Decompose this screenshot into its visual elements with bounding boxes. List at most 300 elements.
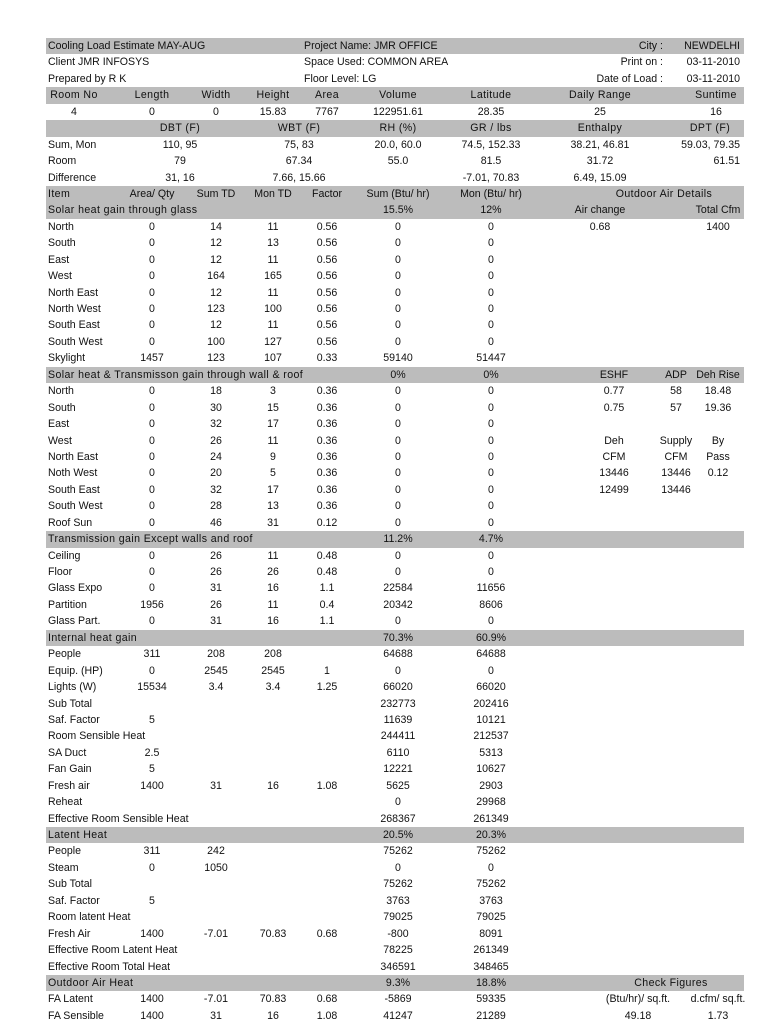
- room-col-value: 4: [71, 105, 77, 118]
- item-value: 11: [267, 286, 279, 299]
- item-value: 0.68: [316, 927, 338, 940]
- item-value: 0: [395, 615, 401, 628]
- load-date-label: Date of Load :: [596, 72, 663, 85]
- item-value: 75262: [383, 878, 413, 891]
- item-value: 0.33: [316, 352, 338, 365]
- item-value: 0: [488, 467, 494, 480]
- item-label: South East: [48, 319, 100, 332]
- room-col-value: 16: [710, 105, 722, 118]
- item-value: 29968: [476, 796, 506, 809]
- item-value: 8606: [479, 598, 503, 611]
- item-value: 10627: [476, 763, 506, 776]
- item-value: -7.01: [203, 993, 229, 1006]
- item-value: 0: [488, 664, 494, 677]
- item-value: 0.56: [316, 319, 338, 332]
- item-row: [46, 597, 744, 613]
- item-value: 24: [210, 450, 222, 463]
- item-label: Fresh air: [48, 779, 90, 792]
- item-value: 0.36: [316, 434, 338, 447]
- item-value: 0: [149, 582, 155, 595]
- item-value: 0: [395, 253, 401, 266]
- item-value: 0: [149, 615, 155, 628]
- item-value: 3.4: [265, 681, 281, 694]
- item-row: [46, 942, 744, 958]
- section-mon-percent: 12%: [480, 204, 502, 217]
- item-label: North East: [48, 450, 99, 463]
- check-figure-value: (Btu/hr)/ sq.ft.: [605, 993, 671, 1006]
- item-value: 70.83: [259, 927, 287, 940]
- total-cfm-header: Total Cfm: [695, 204, 741, 217]
- gr-value: 81.5: [480, 155, 502, 168]
- total-cfm-value: 1400: [706, 220, 730, 233]
- item-value: 0: [488, 516, 494, 529]
- item-value: 0.56: [316, 335, 338, 348]
- outdoor-air-header: Outdoor Air Details: [615, 187, 713, 200]
- item-value: 0: [395, 500, 401, 513]
- item-value: 1956: [140, 598, 164, 611]
- item-value: 0.36: [316, 500, 338, 513]
- item-value: 16: [267, 615, 279, 628]
- item-label: Ceiling: [48, 549, 81, 562]
- item-row: [46, 876, 744, 892]
- item-value: 70.83: [259, 993, 287, 1006]
- item-value: 15: [267, 401, 279, 414]
- item-value: 3763: [386, 894, 410, 907]
- item-value: 346591: [380, 960, 416, 973]
- item-value: 123: [207, 352, 225, 365]
- item-value: 11: [267, 253, 279, 266]
- item-label: FA Sensible: [48, 1009, 104, 1022]
- item-value: 0: [149, 450, 155, 463]
- item-row: [46, 613, 744, 629]
- enthalpy-value: 6.49, 15.09: [573, 171, 627, 184]
- item-value: 1: [324, 664, 330, 677]
- item-value: 100: [264, 303, 282, 315]
- room-col-header: Room No: [50, 89, 98, 102]
- item-label: Equip. (HP): [48, 664, 103, 677]
- area-col-header: Area/ Qty: [129, 187, 175, 200]
- item-value: -800: [387, 927, 409, 940]
- side-value: 0.77: [603, 385, 625, 398]
- item-value: 0: [149, 418, 155, 431]
- dbt-value: 79: [174, 155, 186, 168]
- item-value: 0.48: [316, 566, 338, 578]
- item-value: 11: [267, 598, 279, 611]
- item-value: 0: [149, 385, 155, 398]
- item-value: 0.56: [316, 253, 338, 266]
- item-value: 0.48: [316, 549, 338, 562]
- item-row: [46, 252, 744, 268]
- item-value: 0: [149, 253, 155, 266]
- item-label: SA Duct: [48, 746, 87, 759]
- item-value: 0: [149, 500, 155, 513]
- section-title: Transmission gain Except walls and roof: [48, 533, 253, 546]
- item-value: 123: [207, 303, 225, 315]
- item-value: 311: [143, 845, 161, 858]
- section-title: Internal heat gain: [48, 631, 138, 644]
- item-value: 0: [149, 220, 155, 233]
- check-figures-title: Check Figures: [634, 976, 708, 989]
- item-row: [46, 909, 744, 925]
- item-value: 0: [395, 303, 401, 315]
- item-value: 0: [395, 385, 401, 398]
- item-value: 212537: [473, 730, 509, 743]
- item-value: 13: [267, 500, 279, 513]
- item-value: 0: [395, 549, 401, 562]
- load-date: 03-11-2010: [686, 72, 740, 85]
- item-label: South West: [48, 500, 103, 513]
- section-solar-glass: [46, 202, 744, 218]
- item-value: 5: [149, 894, 155, 907]
- item-value: 0: [149, 483, 155, 496]
- item-row: [46, 663, 744, 679]
- item-value: 2.5: [144, 746, 160, 759]
- item-row: [46, 548, 744, 564]
- item-label: Glass Part.: [48, 615, 101, 628]
- item-label: North East: [48, 286, 99, 299]
- mon-td-col-header: Mon TD: [254, 187, 292, 200]
- item-value: 0: [488, 450, 494, 463]
- side-value: CFM: [602, 450, 626, 463]
- wbt-value: 67.34: [285, 155, 313, 168]
- condition-col-header: DBT (F): [159, 122, 201, 135]
- item-value: 3763: [479, 894, 503, 907]
- item-value: 0.56: [316, 270, 338, 283]
- side-value: Deh: [604, 434, 624, 447]
- client-name: Client JMR INFOSYS: [48, 56, 150, 69]
- item-value: 261349: [473, 944, 509, 957]
- item-label: Roof Sun: [48, 516, 93, 529]
- item-value: 261349: [473, 812, 509, 825]
- room-col-header: Volume: [379, 89, 417, 102]
- condition-label: Sum, Mon: [48, 138, 97, 151]
- item-value: 18: [210, 385, 222, 398]
- city-label: City :: [638, 40, 663, 52]
- item-value: 0: [395, 861, 401, 874]
- condition-col-header: WBT (F): [277, 122, 321, 135]
- conditions-row: [46, 170, 744, 186]
- section-sum-percent: 20.5%: [382, 829, 414, 841]
- item-value: 0: [488, 286, 494, 299]
- enthalpy-value: 31.72: [586, 155, 614, 168]
- item-label: Effective Room Latent Heat: [48, 944, 178, 957]
- item-row: [46, 959, 744, 975]
- item-value: 75262: [476, 845, 506, 858]
- item-label: Room latent Heat: [48, 911, 131, 924]
- item-value: 0: [488, 418, 494, 431]
- item-value: 164: [207, 270, 225, 283]
- item-value: 12: [210, 253, 222, 266]
- item-row: [46, 482, 744, 498]
- item-label: Glass Expo: [48, 582, 103, 595]
- item-row: [46, 991, 744, 1007]
- sum-btu-col-header: Sum (Btu/ hr): [366, 187, 430, 200]
- item-value: 26: [210, 549, 222, 562]
- item-value: 0: [488, 549, 494, 562]
- item-value: 0: [488, 335, 494, 348]
- side-value: 12499: [599, 483, 629, 496]
- item-value: 0: [488, 566, 494, 578]
- item-value: 0: [149, 861, 155, 874]
- item-value: 0: [149, 549, 155, 562]
- side-value: Pass: [706, 450, 730, 463]
- item-row: [46, 400, 744, 416]
- item-row: [46, 1008, 744, 1024]
- section-sum-percent: 15.5%: [382, 204, 414, 217]
- dbt-value: 31, 16: [165, 171, 195, 184]
- item-value: 0: [488, 237, 494, 250]
- item-value: 13: [267, 237, 279, 250]
- item-value: 0: [395, 220, 401, 233]
- room-col-value: 0: [149, 105, 155, 118]
- item-value: 0: [395, 270, 401, 283]
- item-row: [46, 465, 744, 481]
- item-value: 75262: [476, 878, 506, 891]
- item-value: 11656: [476, 582, 506, 595]
- item-label: East: [48, 253, 70, 266]
- item-value: 11: [267, 220, 279, 233]
- item-row: [46, 926, 744, 942]
- item-value: 0: [395, 566, 401, 578]
- item-value: 202416: [473, 697, 509, 710]
- item-value: 1400: [140, 993, 164, 1006]
- conditions-row: [46, 153, 744, 169]
- print-label: Print on :: [620, 56, 663, 69]
- section-latent-heat: [46, 827, 744, 843]
- item-row: [46, 268, 744, 284]
- item-value: 59140: [383, 352, 413, 365]
- item-value: 1.1: [319, 582, 335, 595]
- item-value: 0.36: [316, 418, 338, 431]
- item-value: 0: [149, 434, 155, 447]
- item-value: 59335: [476, 993, 506, 1006]
- item-value: 1457: [140, 352, 164, 365]
- item-value: -5869: [384, 993, 412, 1006]
- item-value: 51447: [476, 352, 506, 365]
- item-row: [46, 564, 744, 580]
- item-row: [46, 580, 744, 596]
- item-value: 0: [149, 664, 155, 677]
- section-solar-wall: [46, 367, 744, 383]
- side-value: 0.12: [707, 467, 729, 480]
- item-label: West: [48, 434, 72, 447]
- sum-td-col-header: Sum TD: [196, 187, 236, 200]
- section-sum-percent: 70.3%: [382, 631, 414, 644]
- side-value: 19.36: [704, 401, 732, 414]
- item-value: 16: [267, 582, 279, 595]
- item-value: 11: [267, 319, 279, 332]
- item-value: 5313: [479, 746, 503, 759]
- item-value: 11: [267, 549, 279, 562]
- item-value: 0: [488, 385, 494, 398]
- item-label: Reheat: [48, 796, 83, 809]
- item-value: 31: [210, 615, 222, 628]
- item-value: 100: [207, 335, 225, 348]
- item-value: 78225: [383, 944, 413, 957]
- item-value: 2903: [479, 779, 503, 792]
- section-mon-percent: 60.9%: [475, 631, 507, 644]
- adp-header: ADP: [665, 368, 687, 381]
- condition-col-header: GR / lbs: [470, 122, 512, 135]
- rh-value: 20.0, 60.0: [374, 138, 422, 151]
- item-value: 66020: [476, 681, 506, 694]
- room-col-header: Suntime: [695, 89, 737, 102]
- header-row-title: [46, 38, 744, 54]
- item-value: 0: [488, 220, 494, 233]
- room-col-value: 122951.61: [372, 105, 424, 118]
- item-value: 0: [395, 434, 401, 447]
- item-row: [46, 449, 744, 465]
- item-label: North: [48, 385, 74, 398]
- check-figure-value: d.cfm/ sq.ft.: [690, 993, 746, 1006]
- item-row: [46, 712, 744, 728]
- side-value: 18.48: [704, 385, 732, 398]
- item-value: 0: [149, 286, 155, 299]
- item-value: 2545: [261, 664, 285, 677]
- item-value: 17: [267, 418, 279, 431]
- room-col-value: 28.35: [477, 105, 505, 118]
- prepared-by: Prepared by R K: [48, 72, 127, 85]
- item-row: [46, 301, 744, 317]
- header-row-client: [46, 54, 744, 70]
- check-figure-value: 1.73: [707, 1009, 729, 1022]
- item-value: 0: [395, 483, 401, 496]
- floor-level: Floor Level: LG: [304, 72, 377, 85]
- section-mon-percent: 18.8%: [475, 976, 507, 989]
- item-value: 0.68: [316, 993, 338, 1006]
- item-value: 32: [210, 418, 222, 431]
- item-value: 0.56: [316, 303, 338, 315]
- item-label: Noth West: [48, 467, 98, 480]
- room-col-header: Length: [134, 89, 170, 102]
- item-value: 12: [210, 319, 222, 332]
- mon-btu-col-header: Mon (Btu/ hr): [460, 187, 522, 200]
- item-value: 0.36: [316, 385, 338, 398]
- item-value: 20: [210, 467, 222, 480]
- item-label: West: [48, 270, 72, 283]
- item-label: Room Sensible Heat: [48, 730, 146, 743]
- item-row: [46, 794, 744, 810]
- item-value: 0: [488, 401, 494, 414]
- item-value: 0: [149, 467, 155, 480]
- item-value: 11639: [383, 713, 413, 726]
- section-title: Solar heat gain through glass: [48, 204, 198, 217]
- item-value: 1400: [140, 779, 164, 792]
- room-col-value: 15.83: [259, 105, 287, 118]
- item-label: Floor: [48, 566, 73, 578]
- item-value: 64688: [383, 648, 413, 661]
- item-value: 0: [395, 319, 401, 332]
- item-value: 0: [488, 483, 494, 496]
- item-value: 0: [149, 566, 155, 578]
- item-value: 31: [210, 1009, 222, 1022]
- item-row: [46, 235, 744, 251]
- item-value: 1400: [140, 927, 164, 940]
- item-value: 79025: [476, 911, 506, 924]
- item-value: 64688: [476, 648, 506, 661]
- section-title: Latent Heat: [48, 829, 108, 841]
- item-label: Partition: [48, 598, 87, 611]
- air-change-value: 0.68: [589, 220, 611, 233]
- item-value: 5625: [386, 779, 410, 792]
- item-label: North: [48, 220, 74, 233]
- item-value: 0: [395, 335, 401, 348]
- item-value: 0.56: [316, 286, 338, 299]
- item-value: 0.56: [316, 237, 338, 250]
- item-value: 26: [267, 566, 279, 578]
- item-value: 16: [267, 1009, 279, 1022]
- item-value: 10121: [476, 713, 506, 726]
- room-col-value: 0: [213, 105, 219, 118]
- item-row: [46, 219, 744, 235]
- item-value: 268367: [380, 812, 416, 825]
- item-value: 26: [210, 566, 222, 578]
- item-value: 22584: [383, 582, 413, 595]
- item-row: [46, 679, 744, 695]
- item-value: 14: [210, 220, 222, 233]
- wbt-value: 7.66, 15.66: [272, 171, 326, 184]
- item-value: 30: [210, 401, 222, 414]
- item-row: [46, 416, 744, 432]
- item-value: 311: [143, 648, 161, 661]
- condition-col-header: Enthalpy: [577, 122, 623, 135]
- item-row: [46, 433, 744, 449]
- enthalpy-value: 38.21, 46.81: [570, 138, 630, 151]
- item-value: 0: [488, 615, 494, 628]
- item-value: 5: [270, 467, 276, 480]
- condition-label: Difference: [48, 171, 97, 184]
- item-value: 12: [210, 286, 222, 299]
- item-value: 208: [264, 648, 282, 661]
- item-row: [46, 761, 744, 777]
- item-label: Effective Room Total Heat: [48, 960, 171, 973]
- item-value: 0: [149, 270, 155, 283]
- item-value: 12221: [383, 763, 413, 776]
- item-label: Lights (W): [48, 681, 97, 694]
- item-value: 16: [267, 779, 279, 792]
- item-row: [46, 778, 744, 794]
- dbt-value: 110, 95: [162, 138, 198, 151]
- item-row: [46, 696, 744, 712]
- item-value: 26: [210, 598, 222, 611]
- item-value: 0: [488, 500, 494, 513]
- item-value: 348465: [473, 960, 509, 973]
- item-value: 75262: [383, 845, 413, 858]
- item-value: 31: [267, 516, 279, 529]
- item-value: 0: [149, 319, 155, 332]
- item-value: 165: [264, 270, 282, 283]
- eshf-header: ESHF: [599, 368, 629, 381]
- item-row: [46, 843, 744, 859]
- item-value: 0.4: [319, 598, 335, 611]
- item-value: 0: [149, 303, 155, 315]
- item-value: 0: [395, 516, 401, 529]
- item-label: South: [48, 237, 76, 250]
- item-value: 21289: [476, 1009, 506, 1022]
- item-value: 1.25: [316, 681, 338, 694]
- item-row: [46, 515, 744, 531]
- item-value: 0: [395, 796, 401, 809]
- side-value: 57: [670, 401, 682, 414]
- item-value: 0: [488, 434, 494, 447]
- item-value: 0.36: [316, 450, 338, 463]
- section-mon-percent: 0%: [483, 368, 499, 381]
- room-col-value: 7767: [315, 105, 339, 118]
- item-value: 0: [488, 303, 494, 315]
- cooling-load-sheet: [46, 38, 744, 1024]
- section-mon-percent: 4.7%: [478, 533, 504, 546]
- item-value: 2545: [204, 664, 228, 677]
